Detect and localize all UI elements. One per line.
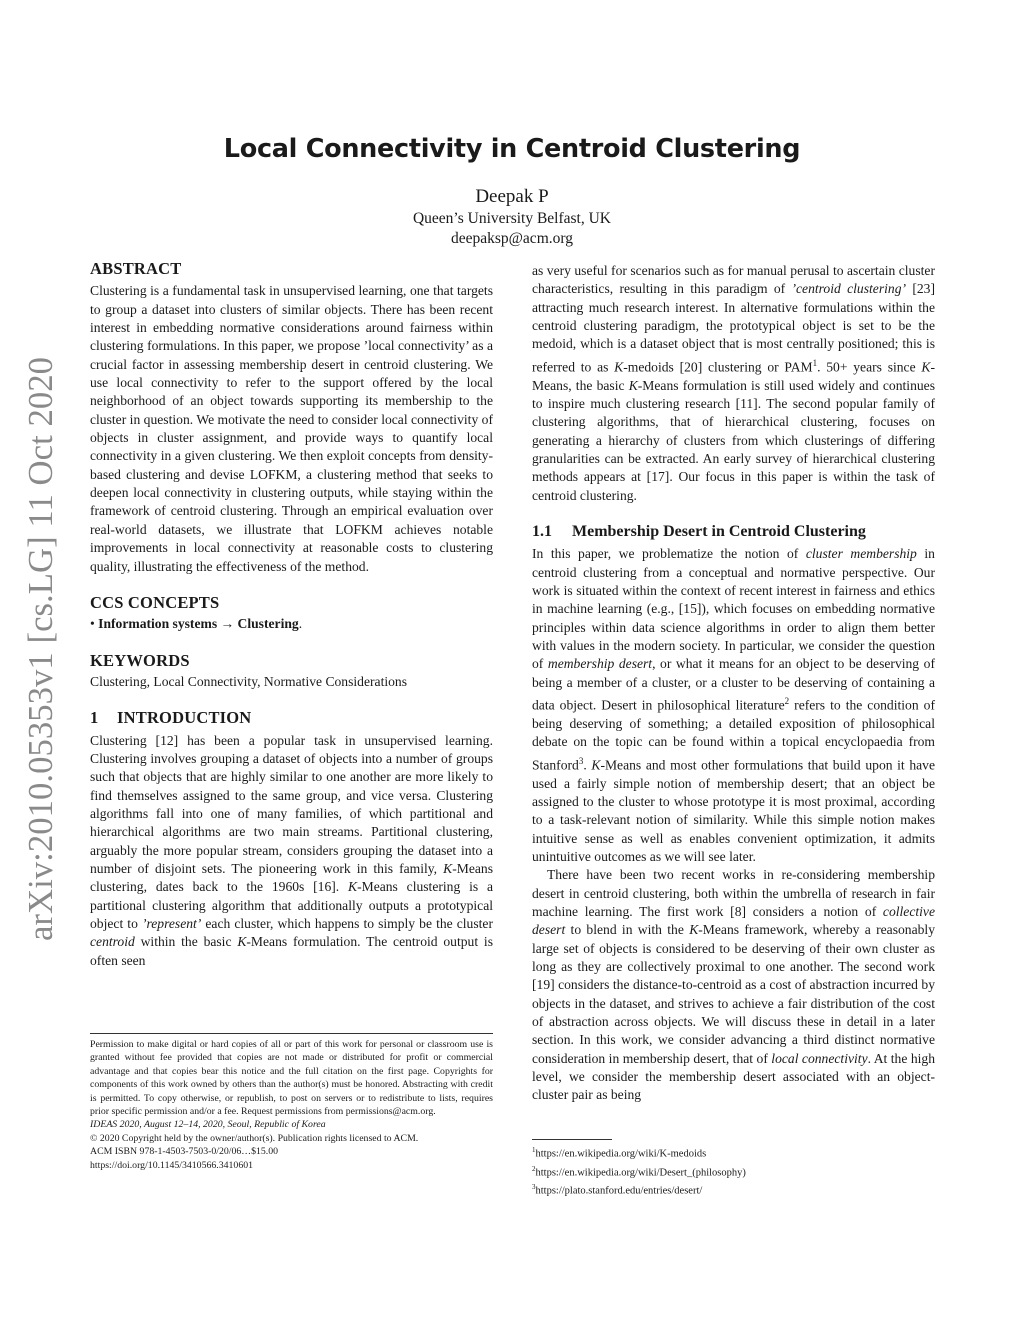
author-email[interactable]: deepaksp@acm.org: [450, 230, 574, 247]
footnote-2[interactable]: $^2$https://en.wikipedia.org/wiki/Desert_(philosophy): [532, 1164, 746, 1178]
ccs-bullet: •: [90, 616, 95, 632]
conference-info: IDEAS 2020, August 12–14, 2020, Seoul, Republic of Korea: [90, 1119, 326, 1131]
intro-heading: [90, 709, 493, 727]
right-column: [532, 262, 935, 1105]
keywords-heading: KEYWORDS: [90, 650, 190, 670]
paper-title: Local Connectivity in Centroid Clustering: [223, 134, 801, 164]
author-name: Deepak P: [475, 186, 549, 207]
intro-paragraph-2: as very useful for scenarios such as for manual perusal to ascertain cluster characteristics, resulting in this paradigm of ’centroid clustering’ [23] attracting much research interest. In alternative formulations within the centroid clustering paradigm, the prototypical object is set to be the medoid, which is a dataset object that is most centrally positioned; this is referred to as K-medoids [20] clustering or PAM$^1$. 50+ years since K-Means, the basic K-Means formulation is still used widely and continues to inspire much clustering research [11]. The second popular family of clustering algorithms, that of hierarchical clustering, focuses on generating a hierarchy of clusters from which clusterings of differing granularities can be extracted. An early survey of hierarchical clustering methods appears at [17]. Our focus in this paper is within the task of centroid clustering.: [532, 263, 935, 503]
abstract-text: Clustering is a fundamental task in unsupervised learning, one that targets to group a dataset into clusters of similar objects. There has been recent interest in embedding normative considerations around fairness within clustering formulations. In this paper, we propose ’local connectivity’ as a crucial factor in assessing membership desert in centroid clustering. We use local connectivity to refer to the support offered by the local neighborhood of an object towards supporting its membership to the cluster in question. We motivate the need to consider local connectivity of objects in cluster assignment, and provide ways to quantify local connectivity in a given clustering. We then exploit concepts from density-based clustering and devise LOFKM, a clustering method that seeks to deepen local connectivity in clustering outputs, while staying within the framework of centroid clustering. Through an empirical evaluation over real-world datasets, we illustrate that LOFKM achieves notable improvements in local connectivity at reasonable costs to clustering quality, illustrating the effectiveness of the method.: [90, 283, 493, 574]
subsection-heading: [532, 523, 935, 541]
left-column: [90, 260, 493, 970]
subsection-paragraph-1: In this paper, we problematize the notion of cluster membership in centroid clustering from a conceptual and normative perspective. Our work is situated within the context of recent interest in fairness and ethics in machine learning (e.g., [15]), which focuses on embedding normative principles within data science algorithms in order to align them better with values in the modern society. In particular, we consider the question of membership desert, or what it means for an object to be deserving of being a member of a cluster, or a cluster to be deserving of containing a data object. Desert in philosophical literature$^2$ refers to the condition of being deserving of something; a detailed exposition of philosophical debate on the topic can be found within a topical encyclopaedia from Stanford$^3$. K-Means and most other formulations that build upon it have used a fairly simple notion of membership desert; that an object be assigned to the cluster to whose prototype it is most proximal, according to a task-relevant notion of similarity. While this simple notion makes intuitive sense as well as enables convenient optimization, it admits unintuitive outcomes as we will see later.: [532, 546, 935, 864]
footnotes: [532, 1143, 935, 1199]
intro-paragraph-1: Clustering [12] has been a popular task in unsupervised learning. Clustering involves grouping a dataset of objects into a number of groups such that objects that are highly similar to one another are more likely to find themselves assigned to the same group, and vice versa. Clustering algorithms fall into one of many families, of which partitional and hierarchical algorithms are two main streams. Partitional clustering, arguably the more popular stream, considers grouping the dataset into a number of disjoint sets. The pioneering work in this family, K-Means clustering, dates back to the 1960s [16]. K-Means clustering is a partitional clustering algorithm that additionally outputs a prototypical object to ’represent’ each cluster, which happens to simply be the cluster centroid within the basic K-Means formulation. The centroid output is often seen: [90, 732, 494, 968]
footnote-3[interactable]: $^3$https://plato.stanford.edu/entries/desert/: [532, 1183, 703, 1197]
permission-text: Permission to make digital or hard copies of all or part of this work for personal or classroom use is granted without fee provided that copies are not made or distributed for profit or commercial advantage and that copies bear this notice and the full citation on the first page. Copyrights for components of this work owned by others than the author(s) must be honored. Abstracting with credit is permitted. To copy otherwise, or republish, to post on servers or to redistribute to lists, requires prior specific permission and/or a fee. Request permissions from permissions@acm.org.: [90, 1039, 493, 1118]
author-affiliation: Queen’s University Belfast, UK: [412, 210, 612, 227]
ccs-end: .: [298, 616, 303, 632]
ccs-subconcept: Clustering: [237, 616, 299, 632]
subsection-paragraph-2: There have been two recent works in re-considering membership desert in centroid clustering, both within the umbrella of research in fair machine learning. The first work [8] considers a notion of collective desert to blend in with the K-Means framework, whereby a reasonably large set of objects is considered to be deserving of their own cluster as long as they are collectively proximal to one another. The second work [19] considers the distance-to-centroid as a cost of abstraction incurred by objects in the dataset, and strives to achieve a fair distribution of the cost of abstraction across objects. We will discuss these in detail in a later section. In this work, we consider advancing a third distinct normative consideration in membership desert, that of local connectivity. At the high level, we consider the membership desert associated with an object-cluster pair as being: [532, 867, 935, 1103]
isbn-line: ACM ISBN 978-1-4503-7503-0/20/06…$15.00: [90, 1146, 279, 1158]
permission-block: [90, 1033, 493, 1172]
doi-link[interactable]: https://doi.org/10.1145/3410566.3410601: [90, 1159, 254, 1171]
abstract-heading: ABSTRACT: [90, 259, 182, 278]
ccs-arrow: →: [220, 616, 235, 632]
subsection-number: 1.1: [532, 523, 552, 540]
intro-number: 1: [90, 708, 99, 728]
ccs-concept: Information systems: [98, 616, 218, 632]
ccs-concepts: [90, 615, 493, 633]
intro-title: INTRODUCTION: [117, 708, 252, 728]
keywords-text: Clustering, Local Connectivity, Normative Considerations: [90, 673, 408, 689]
arxiv-stamp: [12, 355, 64, 945]
subsection-title: Membership Desert in Centroid Clustering: [572, 523, 866, 540]
arxiv-stamp-text: arXiv:2010.05353v1 [cs.LG] 11 Oct 2020: [22, 361, 60, 941]
footnote-rule: [532, 1139, 612, 1140]
copyright-line: © 2020 Copyright held by the owner/author(s). Publication rights licensed to ACM.: [90, 1132, 419, 1144]
ccs-heading: CCS CONCEPTS: [90, 592, 220, 612]
footnote-1[interactable]: $^1$https://en.wikipedia.org/wiki/K-medoids: [532, 1146, 707, 1160]
